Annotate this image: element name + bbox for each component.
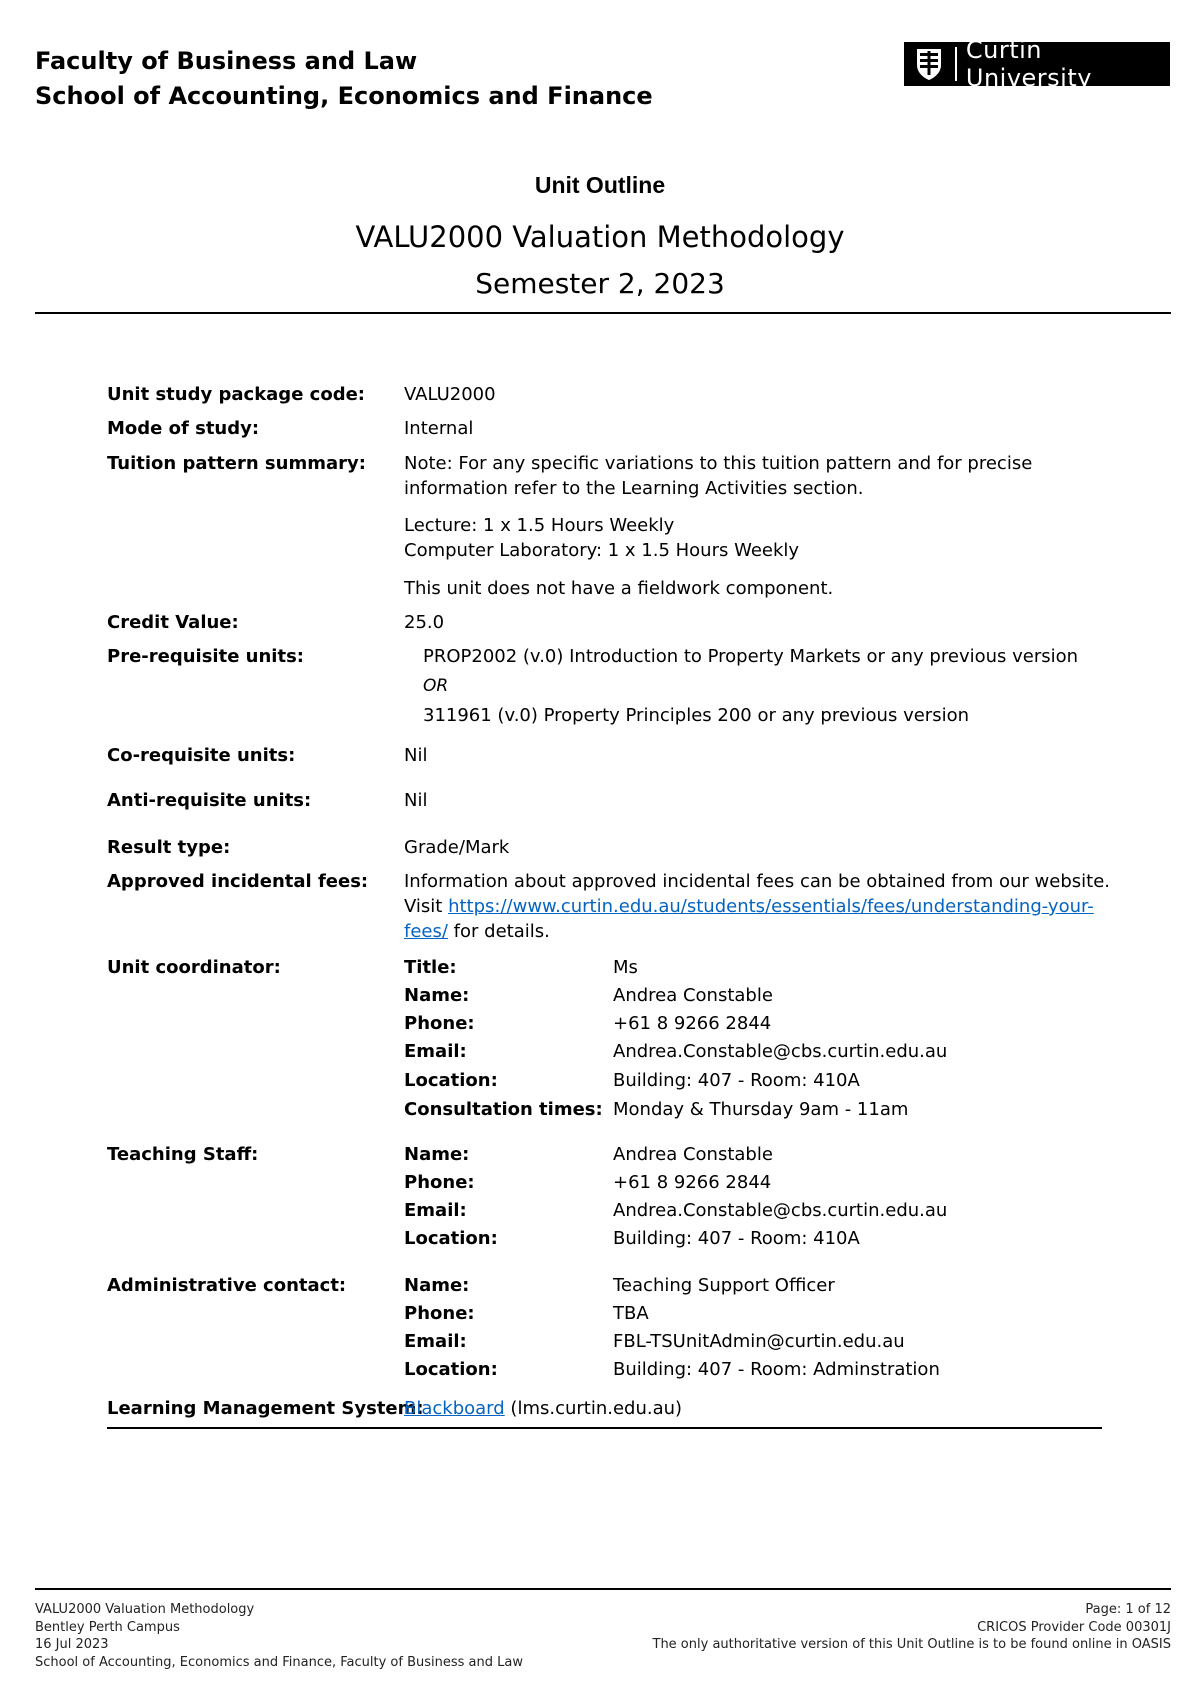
coordinator-email: Andrea.Constable@cbs.curtin.edu.au xyxy=(613,1041,948,1062)
faculty-header xyxy=(35,44,653,114)
details-divider xyxy=(107,1427,1102,1429)
teaching-name-label: Name: xyxy=(404,1144,470,1165)
admin-email: FBL-TSUnitAdmin@curtin.edu.au xyxy=(613,1331,905,1352)
admin-email-label: Email: xyxy=(404,1331,467,1352)
antireq-label: Anti-requisite units: xyxy=(107,790,312,811)
fees-link-continued[interactable]: fees/ xyxy=(404,921,448,942)
coordinator-phone: +61 8 9266 2844 xyxy=(613,1013,772,1034)
coordinator-location: Building: 407 - Room: 410A xyxy=(613,1070,860,1091)
teaching-location-label: Location: xyxy=(404,1228,498,1249)
crest-icon xyxy=(912,46,947,82)
credit-value: 25.0 xyxy=(404,612,445,633)
admin-phone: TBA xyxy=(613,1303,649,1324)
admin-location: Building: 407 - Room: Adminstration xyxy=(613,1359,940,1380)
fees-link[interactable]: https://www.curtin.edu.au/students/essentials/fees/understanding-your- xyxy=(448,896,1094,917)
package-code-label: Unit study package code: xyxy=(107,384,365,405)
logo-text: Curtin University xyxy=(965,36,1092,92)
package-code-value: VALU2000 xyxy=(404,384,496,405)
teaching-email-label: Email: xyxy=(404,1200,467,1221)
admin-name-label: Name: xyxy=(404,1275,470,1296)
prereq-item-1: PROP2002 (v.0) Introduction to Property Markets or any previous version xyxy=(423,646,1079,667)
document-heading: Unit Outline xyxy=(534,172,666,198)
prereq-label: Pre-requisite units: xyxy=(107,646,304,667)
lms-url: (lms.curtin.edu.au) xyxy=(510,1398,683,1419)
footer-unit: VALU2000 Valuation Methodology xyxy=(35,1602,255,1617)
fieldwork-note: This unit does not have a fieldwork component. xyxy=(404,578,834,599)
semester-title: Semester 2, 2023 xyxy=(475,267,725,300)
coreq-value: Nil xyxy=(404,745,428,766)
admin-phone-label: Phone: xyxy=(404,1303,475,1324)
prereq-or: OR xyxy=(423,676,449,696)
coreq-label: Co-requisite units: xyxy=(107,745,296,766)
fees-label: Approved incidental fees: xyxy=(107,871,369,892)
title-divider xyxy=(35,312,1171,314)
fees-info: Information about approved incidental fees can be obtained from our website. xyxy=(404,871,1110,892)
lab-pattern: Computer Laboratory: 1 x 1.5 Hours Weekly xyxy=(404,540,800,561)
credit-label: Credit Value: xyxy=(107,612,239,633)
faculty-name: Faculty of Business and Law xyxy=(35,47,418,75)
lms-value xyxy=(404,1398,682,1419)
footer-divider xyxy=(35,1588,1171,1590)
footer-right xyxy=(653,1601,1172,1654)
unit-title: VALU2000 Valuation Methodology xyxy=(355,220,845,254)
admin-name: Teaching Support Officer xyxy=(613,1275,835,1296)
footer-campus: Bentley Perth Campus xyxy=(35,1619,180,1635)
footer-page-number: Page: 1 of 12 xyxy=(1085,1602,1171,1617)
result-type-label: Result type: xyxy=(107,837,231,858)
footer-school: School of Accounting, Economics and Finance, Faculty of Business and Law xyxy=(35,1654,523,1670)
coordinator-location-label: Location: xyxy=(404,1070,498,1091)
tuition-label: Tuition pattern summary: xyxy=(107,453,366,474)
fees-link-line-2 xyxy=(404,921,550,942)
teaching-location: Building: 407 - Room: 410A xyxy=(613,1228,860,1249)
coordinator-label: Unit coordinator: xyxy=(107,957,281,978)
curtin-logo xyxy=(904,36,1170,92)
fees-tail-text: for details. xyxy=(453,921,550,942)
logo-divider xyxy=(955,47,957,81)
tuition-note-line-2: information refer to the Learning Activities section. xyxy=(404,478,864,499)
school-name: School of Accounting, Economics and Finance xyxy=(35,82,653,110)
mode-label: Mode of study: xyxy=(107,418,260,439)
teaching-email: Andrea.Constable@cbs.curtin.edu.au xyxy=(613,1200,948,1221)
coordinator-name: Andrea Constable xyxy=(613,985,773,1006)
admin-location-label: Location: xyxy=(404,1359,498,1380)
coordinator-consult-label: Consultation times: xyxy=(404,1099,603,1120)
teaching-name: Andrea Constable xyxy=(613,1144,773,1165)
antireq-value: Nil xyxy=(404,790,428,811)
footer-cricos: CRICOS Provider Code 00301J xyxy=(977,1619,1171,1635)
admin-contact-label: Administrative contact: xyxy=(107,1275,347,1296)
blackboard-link[interactable]: Blackboard xyxy=(404,1398,505,1419)
footer-authority-note: The only authoritative version of this Unit Outline is to be found online in OASIS xyxy=(652,1637,1171,1652)
coordinator-email-label: Email: xyxy=(404,1041,467,1062)
lecture-pattern: Lecture: 1 x 1.5 Hours Weekly xyxy=(404,515,675,536)
prereq-item-2: 311961 (v.0) Property Principles 200 or any previous version xyxy=(423,705,969,726)
teaching-phone: +61 8 9266 2844 xyxy=(613,1172,772,1193)
coordinator-title-label: Title: xyxy=(404,957,457,978)
tuition-note-line-1: Note: For any specific variations to this tuition pattern and for precise xyxy=(404,453,1033,474)
mode-value: Internal xyxy=(404,418,474,439)
fees-visit-text: Visit xyxy=(404,896,443,917)
coordinator-consult: Monday & Thursday 9am - 11am xyxy=(613,1099,909,1120)
coordinator-phone-label: Phone: xyxy=(404,1013,475,1034)
fees-visit-line xyxy=(404,896,1094,917)
lms-label: Learning Management System: xyxy=(107,1398,424,1419)
teaching-staff-label: Teaching Staff: xyxy=(107,1144,259,1165)
footer-left xyxy=(35,1601,523,1671)
coordinator-name-label: Name: xyxy=(404,985,470,1006)
result-type-value: Grade/Mark xyxy=(404,837,510,858)
footer-date: 16 Jul 2023 xyxy=(35,1637,109,1652)
coordinator-title: Ms xyxy=(613,957,638,978)
teaching-phone-label: Phone: xyxy=(404,1172,475,1193)
